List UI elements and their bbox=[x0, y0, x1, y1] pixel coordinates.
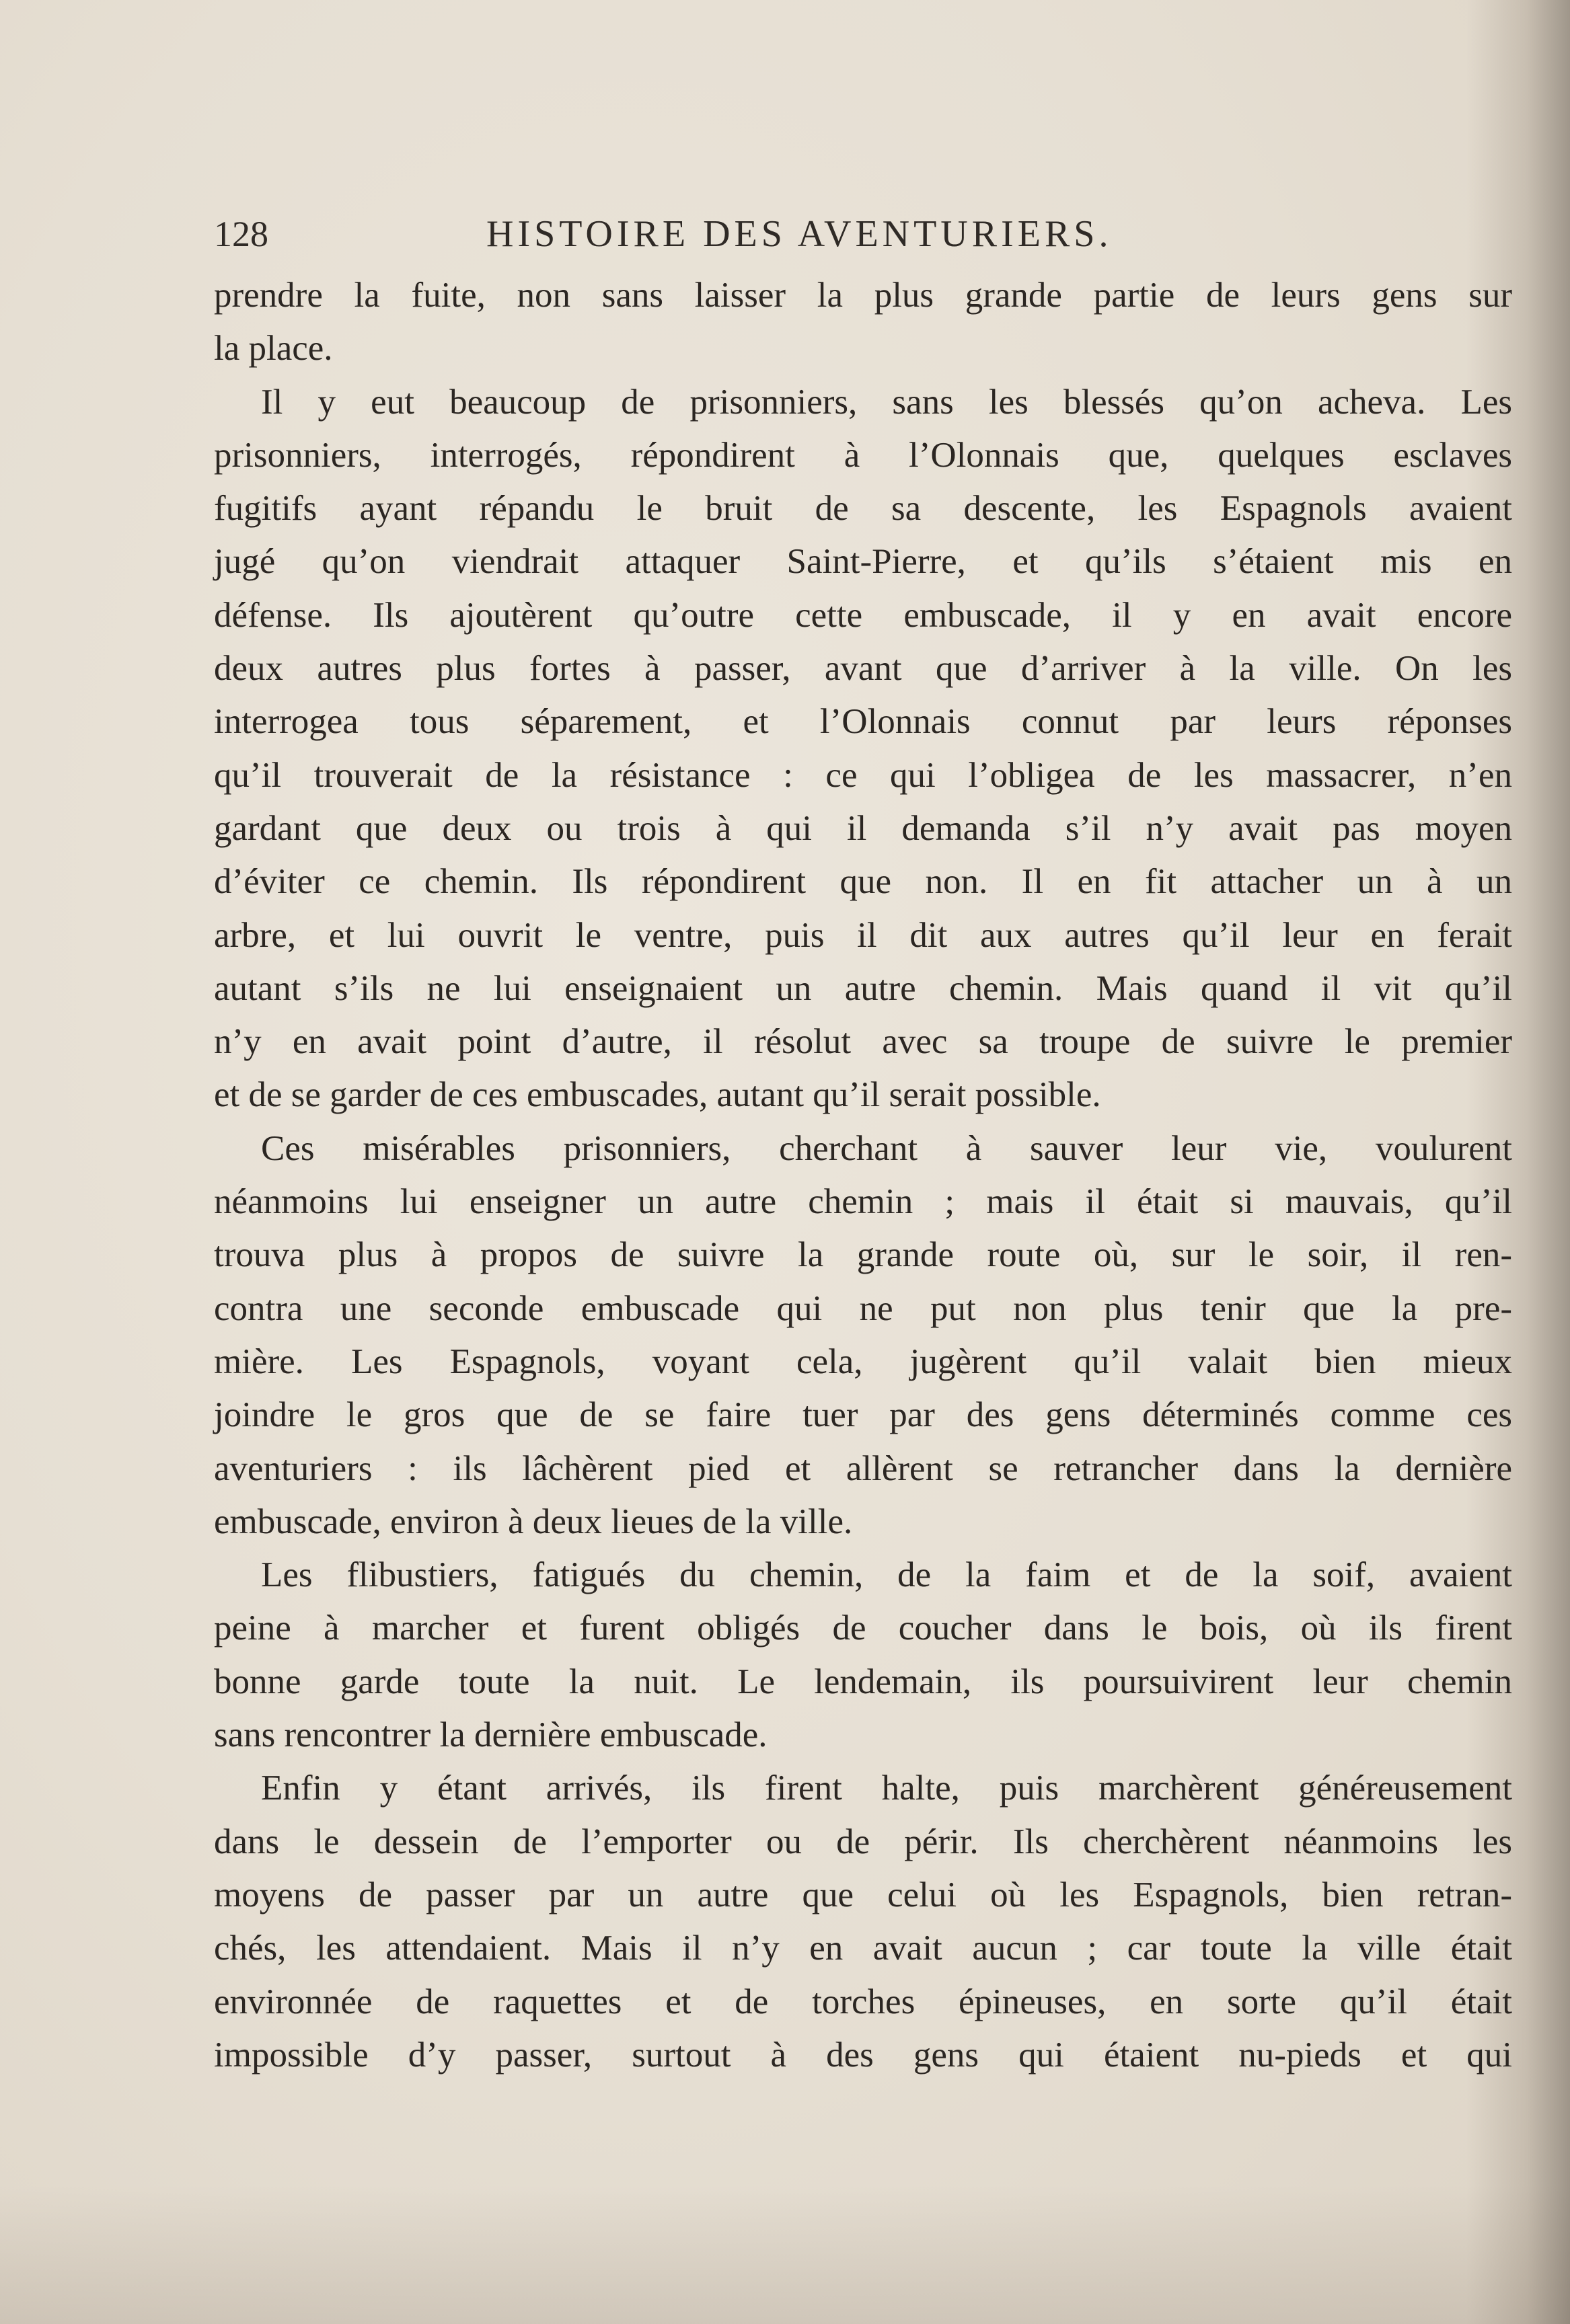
text-line: n’y en avait point d’autre, il résolut avec sa troupe de suivre le premier bbox=[214, 1022, 1512, 1062]
text-line: dans le dessein de l’emporter ou de périr. Ils cherchèrent néanmoins les bbox=[214, 1822, 1512, 1861]
text-line: gardant que deux ou trois à qui il demanda s’il n’y avait pas moyen bbox=[214, 808, 1512, 848]
text-line: fugitifs ayant répandu le bruit de sa descente, les Espagnols avaient bbox=[214, 489, 1512, 529]
text-line: embuscade, environ à deux lieues de la ville. bbox=[214, 1502, 853, 1541]
text-line: prendre la fuite, non sans laisser la plus grande partie de leurs gens sur bbox=[214, 276, 1512, 315]
text-line: arbre, et lui ouvrit le ventre, puis il dit aux autres qu’il leur en ferait bbox=[214, 915, 1512, 955]
text-line: qu’il trouverait de la résistance : ce qui l’obligea de les massacrer, n’en bbox=[214, 755, 1512, 795]
text-line: chés, les attendaient. Mais il n’y en avait aucun ; car toute la ville était bbox=[214, 1929, 1512, 1968]
text-line: interrogea tous séparement, et l’Olonnais connut par leurs réponses bbox=[214, 702, 1512, 742]
text-line: peine à marcher et furent obligés de coucher dans le bois, où ils firent bbox=[214, 1609, 1512, 1648]
running-title: HISTOIRE DES AVENTURIERS. bbox=[486, 213, 1113, 255]
text-line: sans rencontrer la dernière embuscade. bbox=[214, 1715, 768, 1755]
text-line: néanmoins lui enseigner un autre chemin ; mais il était si mauvais, qu’il bbox=[214, 1182, 1512, 1222]
text-line: impossible d’y passer, surtout à des gens qui étaient nu-pieds et qui bbox=[214, 2035, 1512, 2075]
text-line: Les flibustiers, fatigués du chemin, de la faim et de la soif, avaient bbox=[261, 1555, 1512, 1595]
text-line: Enfin y étant arrivés, ils firent halte, puis marchèrent généreusement bbox=[261, 1769, 1512, 1808]
text-line: environnée de raquettes et de torches épineuses, en sorte qu’il était bbox=[214, 1982, 1512, 2021]
text-line: trouva plus à propos de suivre la grande route où, sur le soir, il ren- bbox=[214, 1235, 1512, 1275]
text-line: mière. Les Espagnols, voyant cela, jugèrent qu’il valait bien mieux bbox=[214, 1342, 1512, 1381]
text-line: Ces misérables prisonniers, cherchant à sauver leur vie, voulurent bbox=[261, 1128, 1512, 1168]
page-number: 128 bbox=[214, 214, 268, 254]
text-line: autant s’ils ne lui enseignaient un autre chemin. Mais quand il vit qu’il bbox=[214, 968, 1512, 1008]
text-line: prisonniers, interrogés, répondirent à l’Olonnais que, quelques esclaves bbox=[214, 435, 1512, 475]
text-line: d’éviter ce chemin. Ils répondirent que non. Il en fit attacher un à un bbox=[214, 862, 1512, 902]
text-line: et de se garder de ces embuscades, autant qu’il serait possible. bbox=[214, 1075, 1101, 1115]
text-line: Il y eut beaucoup de prisonniers, sans les blessés qu’on acheva. Les bbox=[261, 382, 1512, 422]
text-line: défense. Ils ajoutèrent qu’outre cette embuscade, il y en avait encore bbox=[214, 595, 1512, 635]
text-line: contra une seconde embuscade qui ne put non plus tenir que la pre- bbox=[214, 1288, 1512, 1328]
text-line: jugé qu’on viendrait attaquer Saint-Pierre, et qu’ils s’étaient mis en bbox=[214, 542, 1512, 582]
text-line: deux autres plus fortes à passer, avant que d’arriver à la ville. On les bbox=[214, 649, 1512, 689]
body-text bbox=[214, 269, 1512, 2082]
text-line: la place. bbox=[214, 329, 333, 369]
text-line: bonne garde toute la nuit. Le lendemain, ils poursuivirent leur chemin bbox=[214, 1662, 1512, 1701]
text-line: joindre le gros que de se faire tuer par des gens déterminés comme ces bbox=[214, 1395, 1512, 1435]
text-line: aventuriers : ils lâchèrent pied et allèrent se retrancher dans la dernière bbox=[214, 1448, 1512, 1488]
text-line: moyens de passer par un autre que celui où les Espagnols, bien retran- bbox=[214, 1875, 1512, 1914]
page-header bbox=[214, 207, 1512, 261]
